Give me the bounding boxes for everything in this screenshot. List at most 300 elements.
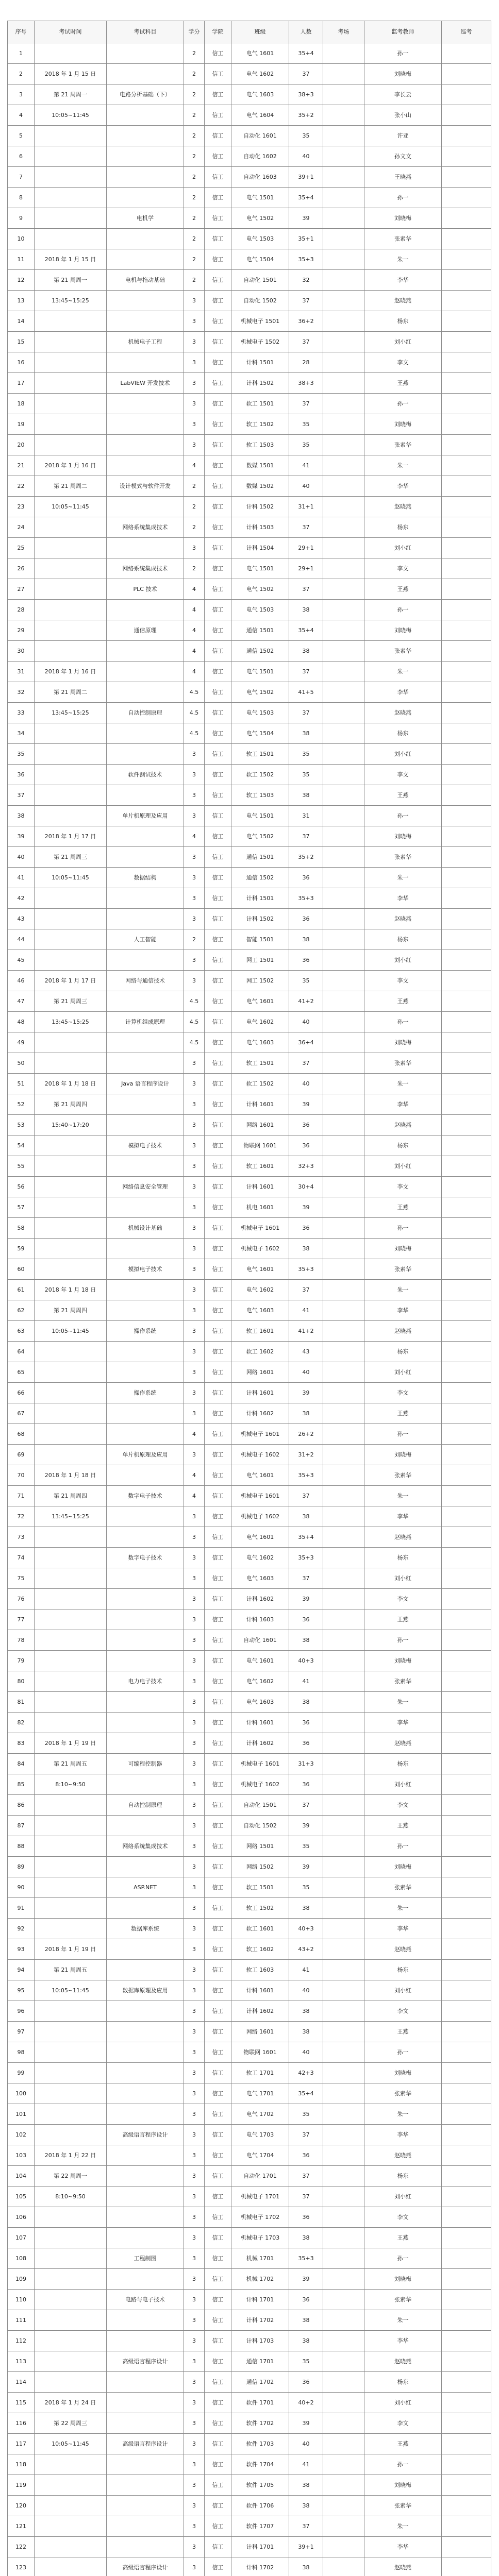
cell-exam-time <box>35 2454 107 2475</box>
cell-class: 计科 1503 <box>231 517 289 538</box>
cell-college: 信工 <box>205 2310 231 2331</box>
cell-proctors: 赵晓燕 <box>364 1321 442 1342</box>
cell-inspector <box>442 1506 491 1527</box>
table-row <box>8 1094 491 1115</box>
table-row <box>8 1218 491 1239</box>
table-row <box>8 435 491 455</box>
cell-exam-time: 第 21 周周五 <box>35 1754 107 1774</box>
table-row <box>8 723 491 744</box>
cell-proctors: 刘小红 <box>364 2393 442 2413</box>
cell-exam-time <box>35 1177 107 1197</box>
cell-index: 19 <box>8 414 35 435</box>
cell-college: 信工 <box>205 1960 231 1980</box>
table-row <box>8 662 491 682</box>
cell-room <box>323 1857 364 1877</box>
cell-proctors: 李华 <box>364 2537 442 2557</box>
cell-headcount: 37 <box>289 2516 323 2537</box>
cell-room <box>323 1053 364 1074</box>
cell-index: 56 <box>8 1177 35 1197</box>
cell-inspector <box>442 1692 491 1713</box>
cell-credits: 4.5 <box>184 723 205 744</box>
cell-credits: 3 <box>184 352 205 373</box>
cell-inspector <box>442 2496 491 2516</box>
cell-index: 57 <box>8 1197 35 1218</box>
cell-inspector <box>442 2351 491 2372</box>
table-row <box>8 1403 491 1424</box>
table-row <box>8 229 491 249</box>
cell-room <box>323 1795 364 1816</box>
cell-exam-time <box>35 208 107 229</box>
cell-exam-time <box>35 1156 107 1177</box>
cell-room <box>323 311 364 332</box>
cell-proctors: 刘小红 <box>364 1362 442 1383</box>
cell-credits: 3 <box>184 847 205 868</box>
cell-subject <box>107 2496 184 2516</box>
cell-headcount: 38 <box>289 929 323 950</box>
table-row <box>8 414 491 435</box>
cell-class: 软件 1704 <box>231 2454 289 2475</box>
cell-subject: 电路分析基础（下） <box>107 84 184 105</box>
cell-exam-time: 10:05~11:45 <box>35 1980 107 2001</box>
table-row <box>8 1424 491 1445</box>
cell-college: 信工 <box>205 1836 231 1857</box>
cell-college: 信工 <box>205 1630 231 1651</box>
cell-headcount: 35+3 <box>289 1548 323 1568</box>
cell-index: 51 <box>8 1074 35 1094</box>
cell-class: 电气 1502 <box>231 208 289 229</box>
cell-subject: ASP.NET <box>107 1877 184 1898</box>
cell-index: 49 <box>8 1032 35 1053</box>
table-row <box>8 311 491 332</box>
cell-inspector <box>442 476 491 497</box>
cell-room <box>323 64 364 84</box>
cell-class: 电气 1602 <box>231 1671 289 1692</box>
cell-headcount: 41+2 <box>289 1321 323 1342</box>
cell-proctors: 张小山 <box>364 105 442 126</box>
cell-room <box>323 1115 364 1136</box>
cell-college: 信工 <box>205 1774 231 1795</box>
cell-class: 物联网 1601 <box>231 2042 289 2063</box>
cell-index: 117 <box>8 2434 35 2454</box>
cell-proctors: 刘晓梅 <box>364 1032 442 1053</box>
cell-index: 94 <box>8 1960 35 1980</box>
cell-headcount: 40 <box>289 476 323 497</box>
cell-proctors: 朱一 <box>364 1074 442 1094</box>
cell-subject <box>107 2207 184 2228</box>
cell-headcount: 38 <box>289 2475 323 2496</box>
cell-exam-time: 2018 年 1 月 22 日 <box>35 2145 107 2166</box>
cell-proctors: 李文 <box>364 558 442 579</box>
cell-index: 21 <box>8 455 35 476</box>
cell-credits: 3 <box>184 909 205 929</box>
cell-inspector <box>442 1980 491 2001</box>
cell-subject <box>107 2022 184 2042</box>
cell-index: 24 <box>8 517 35 538</box>
cell-headcount: 38+3 <box>289 373 323 394</box>
cell-credits: 3 <box>184 2351 205 2372</box>
cell-credits: 4 <box>184 1486 205 1506</box>
cell-inspector <box>442 929 491 950</box>
cell-inspector <box>442 2331 491 2351</box>
cell-subject: 电机与拖动基础 <box>107 270 184 291</box>
cell-index: 50 <box>8 1053 35 1074</box>
cell-credits: 4 <box>184 600 205 620</box>
cell-exam-time: 第 21 周周三 <box>35 991 107 1012</box>
table-row <box>8 1877 491 1898</box>
cell-exam-time <box>35 2083 107 2104</box>
cell-inspector <box>442 1094 491 1115</box>
cell-class: 通信 1702 <box>231 2372 289 2393</box>
cell-headcount: 35 <box>289 414 323 435</box>
cell-room <box>323 826 364 847</box>
cell-exam-time <box>35 1424 107 1445</box>
cell-headcount: 41 <box>289 1300 323 1321</box>
cell-room <box>323 1939 364 1960</box>
cell-index: 58 <box>8 1218 35 1239</box>
cell-room <box>323 105 364 126</box>
cell-inspector <box>442 2104 491 2125</box>
cell-headcount: 36 <box>289 868 323 888</box>
cell-headcount: 38 <box>289 641 323 662</box>
cell-room <box>323 2063 364 2083</box>
cell-proctors: 刘晓梅 <box>364 414 442 435</box>
cell-room <box>323 558 364 579</box>
cell-room <box>323 2248 364 2269</box>
cell-proctors: 张素华 <box>364 1259 442 1280</box>
cell-subject <box>107 2393 184 2413</box>
cell-room <box>323 1342 364 1362</box>
cell-proctors: 张素华 <box>364 1671 442 1692</box>
cell-exam-time <box>35 394 107 414</box>
table-row <box>8 1651 491 1671</box>
cell-subject: LabVIEW 开发技术 <box>107 373 184 394</box>
cell-college: 信工 <box>205 1548 231 1568</box>
cell-credits: 3 <box>184 1795 205 1816</box>
cell-proctors: 李华 <box>364 1713 442 1733</box>
cell-room <box>323 1012 364 1032</box>
cell-room <box>323 703 364 723</box>
cell-room <box>323 1156 364 1177</box>
cell-credits: 3 <box>184 2187 205 2207</box>
cell-college: 信工 <box>205 188 231 208</box>
cell-index: 53 <box>8 1115 35 1136</box>
cell-headcount: 37 <box>289 2166 323 2187</box>
cell-proctors: 杨东 <box>364 517 442 538</box>
cell-class: 计科 1601 <box>231 1980 289 2001</box>
cell-class: 软工 1502 <box>231 414 289 435</box>
cell-index: 65 <box>8 1362 35 1383</box>
cell-proctors: 李华 <box>364 1300 442 1321</box>
cell-credits: 3 <box>184 1115 205 1136</box>
cell-index: 86 <box>8 1795 35 1816</box>
cell-credits: 3 <box>184 414 205 435</box>
cell-room <box>323 2269 364 2290</box>
cell-room <box>323 1713 364 1733</box>
cell-college: 信工 <box>205 1857 231 1877</box>
cell-credits: 4 <box>184 662 205 682</box>
cell-index: 40 <box>8 847 35 868</box>
cell-credits: 3 <box>184 2496 205 2516</box>
cell-class: 智能 1501 <box>231 929 289 950</box>
cell-proctors: 刘小红 <box>364 1980 442 2001</box>
cell-credits: 3 <box>184 2248 205 2269</box>
table-row <box>8 517 491 538</box>
cell-exam-time: 13:45~15:25 <box>35 1012 107 1032</box>
cell-class: 计科 1601 <box>231 1177 289 1197</box>
cell-inspector <box>442 1465 491 1486</box>
cell-college: 信工 <box>205 517 231 538</box>
cell-index: 92 <box>8 1919 35 1939</box>
cell-headcount: 35+4 <box>289 2083 323 2104</box>
cell-class: 电气 1603 <box>231 1568 289 1589</box>
cell-college: 信工 <box>205 1094 231 1115</box>
cell-room <box>323 84 364 105</box>
cell-credits: 3 <box>184 1713 205 1733</box>
cell-room <box>323 2083 364 2104</box>
cell-index: 90 <box>8 1877 35 1898</box>
cell-exam-time <box>35 1362 107 1383</box>
cell-headcount: 31 <box>289 806 323 826</box>
cell-class: 机械电子 1602 <box>231 1239 289 1259</box>
cell-subject: 操作系统 <box>107 1321 184 1342</box>
cell-exam-time <box>35 600 107 620</box>
cell-headcount: 40+2 <box>289 2393 323 2413</box>
table-row <box>8 373 491 394</box>
cell-proctors: 杨东 <box>364 1342 442 1362</box>
cell-proctors: 杨东 <box>364 1960 442 1980</box>
cell-class: 软工 1503 <box>231 785 289 806</box>
cell-exam-time <box>35 2516 107 2537</box>
cell-index: 30 <box>8 641 35 662</box>
table-row <box>8 2145 491 2166</box>
cell-proctors: 赵晓燕 <box>364 703 442 723</box>
cell-class: 软工 1502 <box>231 765 289 785</box>
cell-class: 计科 1504 <box>231 538 289 558</box>
cell-exam-time <box>35 1197 107 1218</box>
cell-inspector <box>442 2413 491 2434</box>
cell-class: 计科 1602 <box>231 1403 289 1424</box>
cell-class: 电气 1701 <box>231 2083 289 2104</box>
cell-exam-time <box>35 229 107 249</box>
cell-proctors: 李华 <box>364 270 442 291</box>
table-row <box>8 1589 491 1609</box>
cell-college: 信工 <box>205 2166 231 2187</box>
cell-exam-time <box>35 1609 107 1630</box>
cell-index: 114 <box>8 2372 35 2393</box>
cell-exam-time: 第 21 周周四 <box>35 1094 107 1115</box>
cell-subject: 网络信息安全管理 <box>107 1177 184 1197</box>
cell-room <box>323 991 364 1012</box>
cell-room <box>323 43 364 64</box>
cell-room <box>323 2516 364 2537</box>
cell-proctors: 李文 <box>364 352 442 373</box>
cell-headcount: 39+1 <box>289 2537 323 2557</box>
cell-proctors: 刘晓梅 <box>364 1651 442 1671</box>
cell-room <box>323 270 364 291</box>
cell-headcount: 37 <box>289 517 323 538</box>
cell-inspector <box>442 2290 491 2310</box>
cell-room <box>323 1032 364 1053</box>
cell-index: 119 <box>8 2475 35 2496</box>
header-room: 考场 <box>323 21 364 43</box>
cell-college: 信工 <box>205 435 231 455</box>
cell-room <box>323 2496 364 2516</box>
cell-exam-time: 2018 年 1 月 16 日 <box>35 662 107 682</box>
cell-credits: 4 <box>184 641 205 662</box>
cell-class: 计科 1502 <box>231 373 289 394</box>
table-row <box>8 2125 491 2145</box>
cell-class: 自动化 1501 <box>231 1795 289 1816</box>
cell-index: 95 <box>8 1980 35 2001</box>
cell-subject <box>107 723 184 744</box>
cell-headcount: 37 <box>289 332 323 352</box>
cell-headcount: 36 <box>289 2372 323 2393</box>
cell-room <box>323 950 364 971</box>
cell-credits: 3 <box>184 1548 205 1568</box>
cell-inspector <box>442 1197 491 1218</box>
cell-exam-time <box>35 1383 107 1403</box>
cell-index: 47 <box>8 991 35 1012</box>
cell-subject: 自动控制原理 <box>107 1795 184 1816</box>
table-row <box>8 1239 491 1259</box>
table-row <box>8 2269 491 2290</box>
cell-subject: 数据库原理及应用 <box>107 1980 184 2001</box>
cell-class: 计科 1502 <box>231 497 289 517</box>
cell-credits: 3 <box>184 1156 205 1177</box>
cell-college: 信工 <box>205 311 231 332</box>
header-subject: 考试科目 <box>107 21 184 43</box>
cell-college: 信工 <box>205 558 231 579</box>
cell-exam-time <box>35 2331 107 2351</box>
table-row <box>8 950 491 971</box>
cell-subject: 高级语言程序设计 <box>107 2351 184 2372</box>
table-row <box>8 476 491 497</box>
cell-index: 33 <box>8 703 35 723</box>
cell-headcount: 35 <box>289 2104 323 2125</box>
cell-credits: 3 <box>184 1816 205 1836</box>
cell-class: 网络 1601 <box>231 1362 289 1383</box>
cell-college: 信工 <box>205 1032 231 1053</box>
cell-exam-time <box>35 2207 107 2228</box>
cell-subject <box>107 2001 184 2022</box>
cell-subject: 数据库系统 <box>107 1919 184 1939</box>
cell-proctors: 孙一 <box>364 2042 442 2063</box>
cell-class: 电气 1601 <box>231 43 289 64</box>
cell-subject <box>107 2187 184 2207</box>
cell-subject <box>107 1857 184 1877</box>
table-row <box>8 1671 491 1692</box>
cell-room <box>323 744 364 765</box>
cell-headcount: 37 <box>289 394 323 414</box>
cell-college: 信工 <box>205 682 231 703</box>
cell-class: 电气 1602 <box>231 1548 289 1568</box>
cell-college: 信工 <box>205 1527 231 1548</box>
cell-subject <box>107 662 184 682</box>
cell-exam-time <box>35 1239 107 1259</box>
cell-class: 机械电子 1602 <box>231 1445 289 1465</box>
cell-subject <box>107 1342 184 1362</box>
cell-index: 11 <box>8 249 35 270</box>
cell-inspector <box>442 2083 491 2104</box>
cell-college: 信工 <box>205 2537 231 2557</box>
cell-exam-time <box>35 435 107 455</box>
cell-headcount: 35 <box>289 744 323 765</box>
cell-class: 机械电子 1601 <box>231 1754 289 1774</box>
cell-proctors: 赵晓燕 <box>364 1733 442 1754</box>
cell-room <box>323 2290 364 2310</box>
cell-credits: 3 <box>184 1692 205 1713</box>
cell-proctors: 王燕 <box>364 373 442 394</box>
cell-room <box>323 2187 364 2207</box>
cell-college: 信工 <box>205 703 231 723</box>
cell-index: 107 <box>8 2228 35 2248</box>
cell-headcount: 41 <box>289 1960 323 1980</box>
cell-inspector <box>442 1836 491 1857</box>
cell-exam-time <box>35 723 107 744</box>
cell-inspector <box>442 1074 491 1094</box>
cell-subject: 网络系统集成技术 <box>107 517 184 538</box>
cell-inspector <box>442 1136 491 1156</box>
cell-proctors: 赵晓燕 <box>364 2145 442 2166</box>
cell-index: 112 <box>8 2331 35 2351</box>
cell-headcount: 35 <box>289 126 323 146</box>
cell-subject: 单片机原理及应用 <box>107 1445 184 1465</box>
cell-credits: 2 <box>184 64 205 84</box>
cell-exam-time <box>35 2042 107 2063</box>
table-row <box>8 2331 491 2351</box>
cell-index: 88 <box>8 1836 35 1857</box>
table-row <box>8 1609 491 1630</box>
cell-college: 信工 <box>205 1424 231 1445</box>
table-row <box>8 620 491 641</box>
cell-headcount: 38 <box>289 2228 323 2248</box>
table-row <box>8 1032 491 1053</box>
cell-headcount: 41+2 <box>289 991 323 1012</box>
cell-college: 信工 <box>205 2413 231 2434</box>
cell-college: 信工 <box>205 1980 231 2001</box>
cell-college: 信工 <box>205 1403 231 1424</box>
cell-class: 电气 1602 <box>231 1012 289 1032</box>
cell-headcount: 40+3 <box>289 1919 323 1939</box>
cell-subject: 电力电子技术 <box>107 1671 184 1692</box>
cell-credits: 2 <box>184 229 205 249</box>
cell-exam-time: 2018 年 1 月 15 日 <box>35 249 107 270</box>
cell-credits: 3 <box>184 2557 205 2576</box>
table-row <box>8 1465 491 1486</box>
cell-subject <box>107 167 184 188</box>
cell-class: 电气 1501 <box>231 662 289 682</box>
header-proctors: 监考教师 <box>364 21 442 43</box>
cell-inspector <box>442 394 491 414</box>
cell-inspector <box>442 600 491 620</box>
cell-subject: 高级语言程序设计 <box>107 2434 184 2454</box>
cell-class: 电气 1704 <box>231 2145 289 2166</box>
cell-index: 75 <box>8 1568 35 1589</box>
cell-class: 自动化 1602 <box>231 146 289 167</box>
cell-exam-time <box>35 1218 107 1239</box>
cell-subject <box>107 1589 184 1609</box>
cell-subject <box>107 1094 184 1115</box>
cell-class: 软件 1702 <box>231 2413 289 2434</box>
cell-college: 信工 <box>205 1939 231 1960</box>
table-row <box>8 1053 491 1074</box>
cell-credits: 4 <box>184 1424 205 1445</box>
cell-college: 信工 <box>205 1197 231 1218</box>
cell-class: 电气 1603 <box>231 1300 289 1321</box>
cell-headcount: 43+2 <box>289 1939 323 1960</box>
cell-exam-time <box>35 538 107 558</box>
cell-subject <box>107 414 184 435</box>
